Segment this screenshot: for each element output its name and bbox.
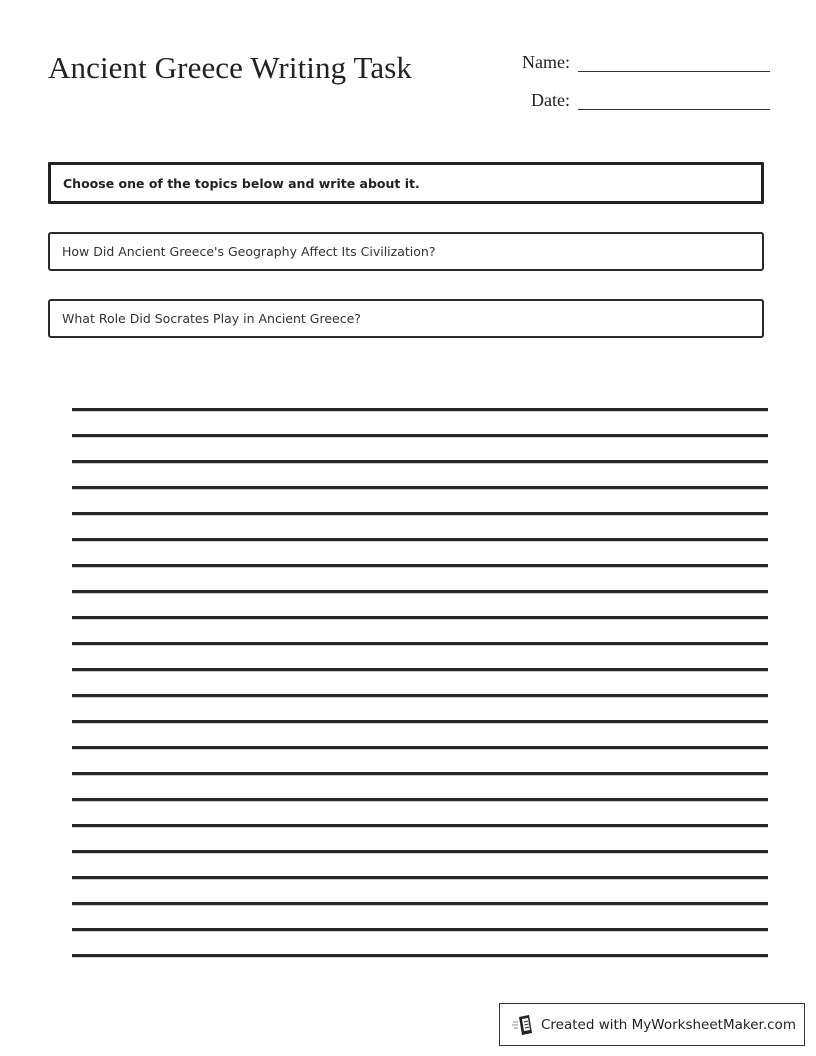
footer-credit [499, 1003, 805, 1046]
date-field [500, 90, 770, 111]
writing-line[interactable] [72, 850, 768, 854]
writing-line[interactable] [72, 798, 768, 802]
writing-line[interactable] [72, 928, 768, 932]
writing-line[interactable] [72, 512, 768, 516]
name-label: Name: [522, 52, 570, 72]
name-input-line[interactable] [578, 71, 770, 72]
writing-line[interactable] [72, 772, 768, 776]
writing-line[interactable] [72, 408, 768, 412]
date-input-line[interactable] [578, 109, 770, 110]
writing-line[interactable] [72, 694, 768, 698]
writing-line[interactable] [72, 824, 768, 828]
worksheet-maker-logo-icon [512, 1014, 534, 1036]
topic-text-1: How Did Ancient Greece's Geography Affect Its Civilization? [62, 244, 436, 259]
writing-line[interactable] [72, 590, 768, 594]
date-label: Date: [531, 90, 570, 110]
writing-line[interactable] [72, 876, 768, 880]
writing-line[interactable] [72, 902, 768, 906]
writing-lines-area[interactable] [72, 408, 768, 980]
writing-line[interactable] [72, 434, 768, 438]
topic-box-2 [48, 299, 764, 338]
instruction-box [48, 162, 764, 204]
writing-line[interactable] [72, 564, 768, 568]
instruction-text: Choose one of the topics below and write about it. [63, 175, 420, 191]
writing-line[interactable] [72, 720, 768, 724]
topic-text-2: What Role Did Socrates Play in Ancient Greece? [62, 311, 361, 326]
writing-line[interactable] [72, 486, 768, 490]
writing-line[interactable] [72, 642, 768, 646]
topic-box-1 [48, 232, 764, 271]
writing-line[interactable] [72, 460, 768, 464]
writing-line[interactable] [72, 746, 768, 750]
writing-line[interactable] [72, 538, 768, 542]
writing-line[interactable] [72, 668, 768, 672]
writing-line[interactable] [72, 616, 768, 620]
footer-text: Created with MyWorksheetMaker.com [541, 1016, 796, 1033]
writing-line[interactable] [72, 954, 768, 958]
name-field [500, 52, 770, 73]
worksheet-title: Ancient Greece Writing Task [48, 50, 412, 85]
